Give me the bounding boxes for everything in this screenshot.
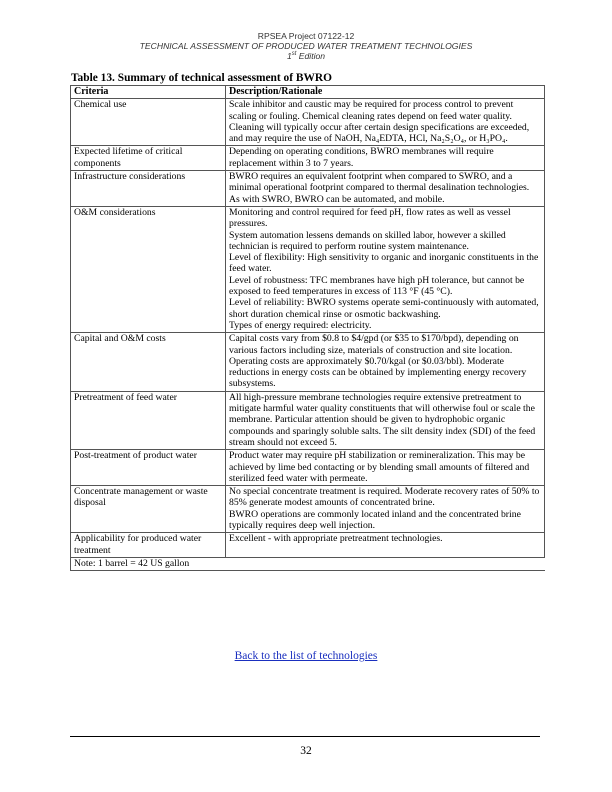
- criteria-cell: Concentrate management or waste disposal: [71, 486, 226, 533]
- page-number: 32: [300, 745, 312, 757]
- table-row: [71, 391, 545, 449]
- criteria-cell: Chemical use: [71, 99, 226, 146]
- description-paragraph: Scale inhibitor and caustic may be required for process control to prevent scaling or fouling. Chemical cleaning rates depend on feed water quality. Cleaning will typically occur after certain design specifications are exceeded, and may require the use of NaOH, Na₄EDTA, HCl, Na₂S₂O₄, or H₃PO₄.: [229, 99, 530, 145]
- table-row: [71, 486, 545, 533]
- criteria-cell: O&M considerations: [71, 206, 226, 332]
- criteria-cell: Applicability for produced water treatment: [71, 533, 226, 558]
- description-paragraph: Level of flexibility: High sensitivity to organic and inorganic constituents in the feed water.: [229, 252, 539, 275]
- criteria-cell: Post-treatment of product water: [71, 450, 226, 486]
- back-to-list-link[interactable]: Back to the list of technologies: [234, 650, 378, 662]
- header-title: TECHNICAL ASSESSMENT OF PRODUCED WATER TREATMENT TECHNOLOGIES: [139, 41, 473, 51]
- description-paragraph: Level of reliability: BWRO systems operate semi-continuously with automated, short duration chemical rinse or osmotic backwashing.: [229, 297, 539, 320]
- description-paragraph: Capital costs vary from $0.8 to $4/gpd (or $35 to $170/bpd), depending on various factors including size, materials of construction and site location. Operating costs are approximately $0.70/kgal (or $0.03/bbl). Moderate reductions in energy costs can be obtained by implementing energy recovery subsystems.: [229, 333, 527, 390]
- description-paragraph: All high-pressure membrane technologies require extensive pretreatment to mitigate harmful water quality constituents that will otherwise foul or scale the membrane. Particular attention should be given to hydrophobic organic compounds and sparingly soluble salts. The silt density index (SDI) of the feed stream should not exceed 5.: [229, 391, 536, 448]
- table-row: [71, 171, 545, 207]
- footer-divider: [70, 736, 540, 737]
- table-row: [71, 533, 545, 558]
- description-paragraph: Types of energy required: electricity.: [229, 319, 372, 331]
- description-cell: [226, 99, 545, 146]
- description-paragraph: Level of robustness: TFC membranes have high pH tolerance, but cannot be exposed to feed temperatures in excess of 113 °F (45 °C).: [229, 274, 525, 298]
- table-row: [71, 206, 545, 332]
- description-paragraph: Excellent - with appropriate pretreatment technologies.: [229, 533, 443, 545]
- table-row: [71, 99, 545, 146]
- description-cell: [226, 486, 545, 533]
- description-cell: [226, 533, 545, 558]
- col-criteria-header: Criteria: [71, 86, 226, 99]
- description-paragraph: Product water may require pH stabilization or remineralization. This may be achieved by lime bed contacting or by blending small amounts of filtered and sterilized feed water with permeate.: [229, 450, 530, 484]
- table-note-row: [71, 557, 545, 570]
- table-row: [71, 450, 545, 486]
- description-paragraph: BWRO requires an equivalent footprint when compared to SWRO, and a minimal operational footprint compared to thermal desalination technologies. As with SWRO, BWRO can be automated, and mobile.: [229, 171, 530, 205]
- description-paragraph: No special concentrate treatment is required. Moderate recovery rates of 50% to 85% generate modest amounts of concentrated brine.: [229, 486, 540, 509]
- table-row: [71, 146, 545, 171]
- description-paragraph: BWRO operations are commonly located inland and the concentrated brine typically requires deep well injection.: [229, 508, 521, 531]
- description-cell: [226, 333, 545, 391]
- description-paragraph: Depending on operating conditions, BWRO membranes will require replacement within 3 to 7 years.: [229, 146, 494, 169]
- assessment-table: [70, 85, 545, 571]
- description-cell: [226, 146, 545, 171]
- header-project: RPSEA Project 07122-12: [257, 31, 355, 41]
- table-row: [71, 333, 545, 391]
- description-cell: [226, 206, 545, 332]
- criteria-cell: Pretreatment of feed water: [71, 391, 226, 449]
- criteria-cell: Capital and O&M costs: [71, 333, 226, 391]
- criteria-cell: Expected lifetime of critical components: [71, 146, 226, 171]
- col-description-header: Description/Rationale: [226, 86, 545, 99]
- description-paragraph: Monitoring and control required for feed pH, flow rates as well as vessel pressures.: [229, 206, 511, 230]
- description-cell: [226, 450, 545, 486]
- table-header-row: [71, 86, 545, 99]
- table-caption: Table 13. Summary of technical assessment of BWRO: [71, 72, 332, 84]
- description-cell: [226, 171, 545, 207]
- header-edition: 1st Edition: [286, 51, 326, 61]
- description-cell: [226, 391, 545, 449]
- table-note: Note: 1 barrel = 42 US gallon: [71, 557, 226, 570]
- criteria-cell: Infrastructure considerations: [71, 171, 226, 207]
- description-paragraph: System automation lessens demands on skilled labor, however a skilled technician is required to perform routine system maintenance.: [229, 229, 506, 252]
